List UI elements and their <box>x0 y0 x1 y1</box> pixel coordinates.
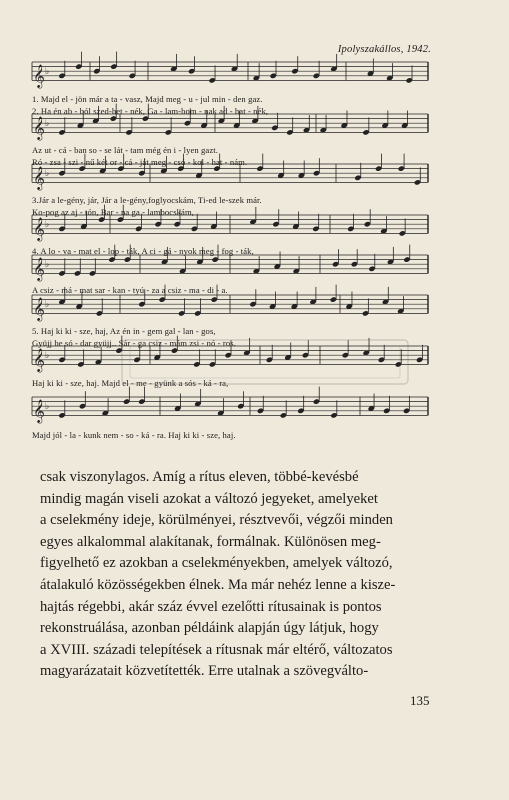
svg-text:𝄞: 𝄞 <box>33 216 45 241</box>
svg-text:♭: ♭ <box>45 119 50 130</box>
text-line: csak viszonylagos. Amíg a rítus eleven, többé-kevésbé <box>40 469 359 485</box>
svg-text:♭: ♭ <box>45 351 50 362</box>
svg-text:♭: ♭ <box>45 300 50 311</box>
text-line: hajtás régebbi, akár száz évvel ezelőtti rítusainak is pontos <box>40 598 382 615</box>
svg-text:♭: ♭ <box>45 67 50 78</box>
svg-text:𝄞: 𝄞 <box>33 296 45 321</box>
text-line: mindig magán viseli azokat a változó jegyeket, amelyeket <box>40 490 378 507</box>
svg-text:♭: ♭ <box>45 220 50 231</box>
text-line: egyes alkalommal alakítanak, formálnak. Különösen meg- <box>40 533 381 550</box>
svg-text:𝄞: 𝄞 <box>33 63 45 88</box>
lyric-line: A csiz - má - mat sar - kan - tyú - za a csiz - ma - di - a. <box>32 285 228 295</box>
svg-text:♭: ♭ <box>45 402 50 413</box>
source-note: Ipolyszakállos, 1942. <box>337 44 431 55</box>
lyric-line: 3.Jár a le-gény, jár, Jár a le-gény,foglyocskám, Ti-ed le-szek már. <box>32 195 262 205</box>
page-number: 135 <box>410 693 430 708</box>
lyric-line: Haj ki ki - sze, haj. Majd el - me - gyünk a sós - ká - ra, <box>32 378 229 388</box>
text-line: a XVIII. századi telepítések a rítusnak már eltérő, változatos <box>40 641 393 658</box>
svg-text:𝄞: 𝄞 <box>33 398 45 423</box>
text-line: figyelhető ez azokban a cselekményekben, amelyek változó, <box>40 555 393 572</box>
text-line: rekonstruálása, azonban példáink alapján úgy látjuk, hogy <box>40 620 379 637</box>
text-line: magyarázatait közvetítették. Erre utalnak a szövegválto- <box>40 663 369 680</box>
watermark <box>120 336 410 388</box>
lyric-line: 4. A lo - va - mat el - lop - ták, A ci - gá - nyok meg - fog - ták, <box>32 246 254 256</box>
svg-text:♭: ♭ <box>45 260 50 271</box>
lyric-line: Gyüjj be só - dar gyüjj.. Sár - ga csiz - mám zsi - nó - ros. <box>32 338 236 348</box>
lyric-line: 1. Majd el - jön már a ta - vasz, Majd meg - u - jul min - den gaz. <box>32 94 263 104</box>
svg-text:𝄞: 𝄞 <box>33 347 45 372</box>
music-staff <box>32 52 428 89</box>
svg-text:♭: ♭ <box>45 169 50 180</box>
svg-text:𝄞: 𝄞 <box>33 165 45 190</box>
text-line: átalakuló közösségekben élnek. Ma már nehéz lenne a kisze- <box>40 576 396 593</box>
lyric-line: Ró - zsa - szi - nű két or - cá - ját meg - csó - kol - hat - nám. <box>32 157 248 167</box>
svg-text:𝄞: 𝄞 <box>33 256 45 281</box>
body-text <box>40 467 430 683</box>
lyric-line: Az ut - cá - ban so - se lát - tam még én i - lyen gazt. <box>32 145 219 155</box>
svg-text:𝄞: 𝄞 <box>33 115 45 140</box>
text-line: a cselekmény ideje, körülményei, résztvevői, végzői minden <box>40 512 393 529</box>
lyric-line: Ko-pog az aj - tón, Bar - na ga - lambocskám, <box>32 207 194 217</box>
lyric-line: Majd jól - la - kunk nem - so - ká - ra. Haj ki ki - sze, haj. <box>32 430 236 440</box>
music-staff <box>32 387 428 424</box>
lyric-line: 2. Ha én ab - ból szed-het - nék, Ga - lam-bom - nak ad - hat - nék, <box>32 106 269 116</box>
lyric-line: 5. Haj ki ki - sze, haj, Az én in - gem gal - lan - gos, <box>32 326 216 336</box>
